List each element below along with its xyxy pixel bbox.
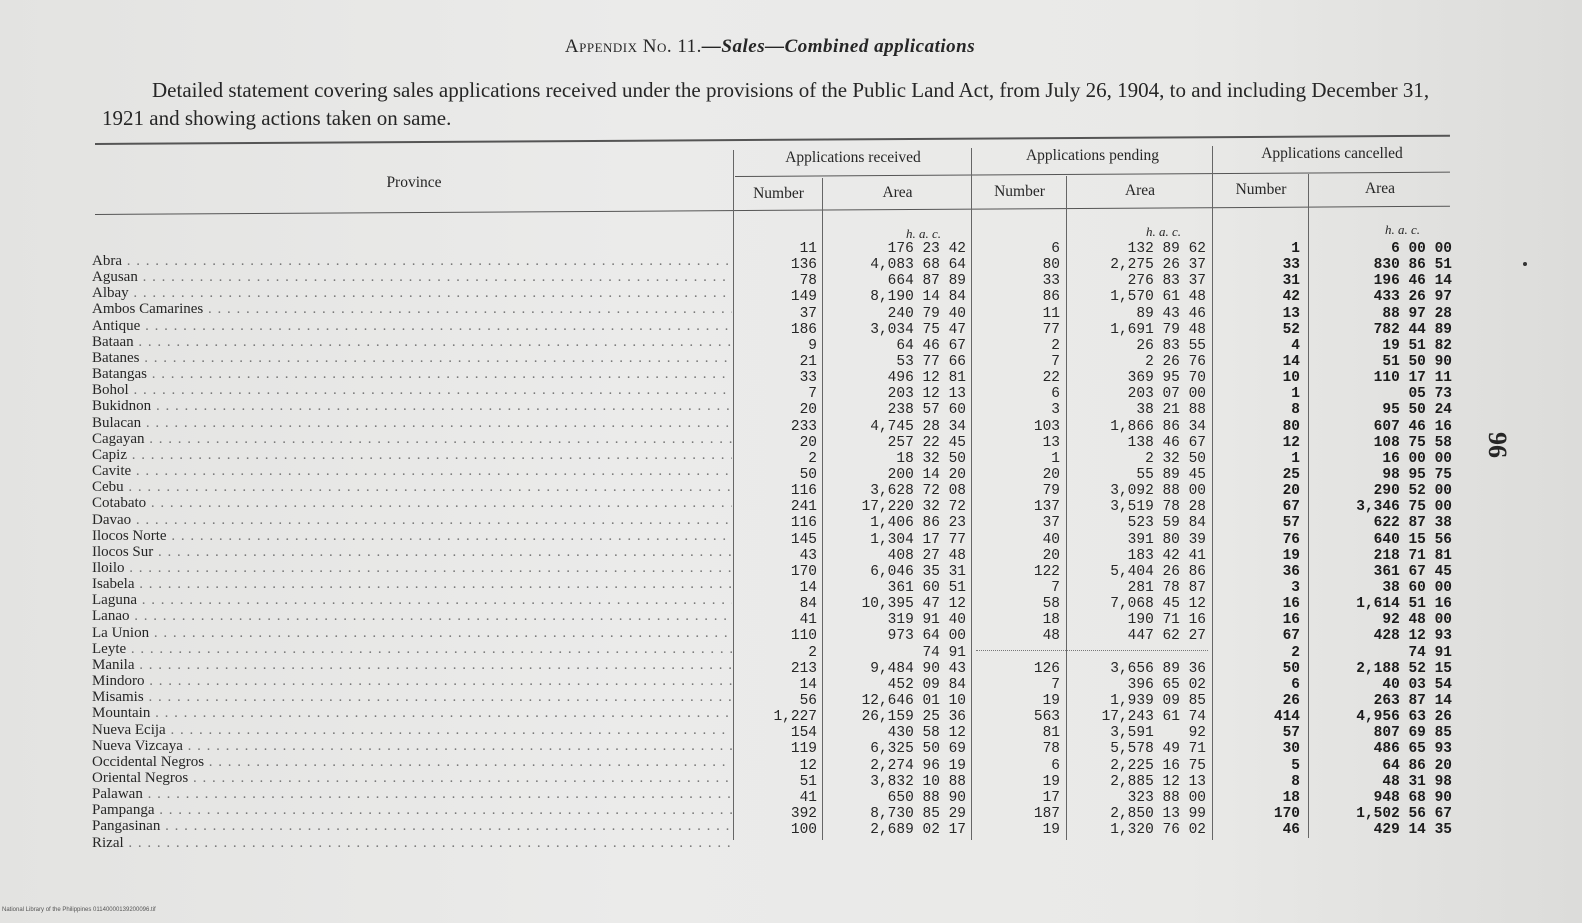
pending-number-cell: 11 — [1042, 305, 1060, 322]
province-name: Davao . . . — [92, 512, 732, 528]
pending-area-cell: 2,275 26 37 — [1110, 257, 1206, 274]
cancelled-number-cell: 3 — [1291, 579, 1300, 596]
received-area-cell: 17,220 32 72 — [861, 499, 966, 516]
province-name: Lanao . . . — [92, 608, 732, 624]
cancelled-area-cell: 607 46 16 — [1373, 418, 1452, 435]
pending-number-cell: 78 — [1042, 741, 1060, 758]
pending-number-cell: 19 — [1042, 692, 1060, 709]
received-area-cell: 12,646 01 10 — [861, 692, 966, 709]
pending-number-cell: 37 — [1042, 515, 1060, 532]
received-area-cell: 10,395 47 12 — [861, 596, 966, 613]
received-area-cell: 238 57 60 — [887, 402, 966, 419]
pending-area-column — [1072, 241, 1206, 838]
pending-area-cell: 5,404 26 86 — [1110, 563, 1206, 580]
pending-area-cell: 3,591 92 — [1110, 725, 1206, 742]
cancelled-number-column — [1218, 241, 1300, 838]
cancelled-area-cell: 290 52 00 — [1373, 483, 1452, 500]
cancelled-area-cell: 74 91 — [1408, 644, 1452, 661]
received-number-cell: 50 — [799, 466, 817, 483]
cancelled-number-cell: 12 — [1282, 434, 1300, 451]
pending-number-cell: 20 — [1042, 466, 1060, 483]
received-area-cell: 496 12 81 — [887, 370, 966, 387]
pending-number-cell: 48 — [1042, 628, 1060, 645]
province-name: Iloilo . . . — [92, 560, 732, 576]
received-area-cell: 1,406 86 23 — [870, 515, 966, 532]
divider-received-number — [822, 178, 823, 840]
received-area-unit: h. a. c. — [906, 226, 942, 241]
cancelled-number-cell: 1 — [1291, 386, 1300, 403]
received-number-cell: 84 — [799, 596, 817, 613]
pending-number-cell: 7 — [1051, 676, 1060, 693]
cancelled-area-cell: 196 46 14 — [1373, 273, 1452, 290]
received-area-cell: 408 27 48 — [887, 547, 966, 564]
pending-area-cell: 38 21 88 — [1136, 402, 1206, 419]
received-number-cell: 14 — [799, 676, 817, 693]
pending-number-cell: 563 — [1033, 709, 1060, 726]
pending-area-cell: 5,578 49 71 — [1110, 741, 1206, 758]
received-number-cell: 21 — [799, 353, 817, 370]
intro-paragraph — [102, 76, 1462, 132]
received-number-cell: 1,227 — [773, 709, 817, 726]
cancelled-area-cell: 108 75 58 — [1373, 434, 1452, 451]
cancelled-area-cell: 1,502 56 67 — [1356, 805, 1452, 822]
cancelled-number-cell: 19 — [1282, 547, 1300, 564]
cancelled-number-cell: 67 — [1282, 628, 1300, 645]
received-area-cell: 430 58 12 — [887, 725, 966, 742]
received-area-cell: 3,832 10 88 — [870, 773, 966, 790]
pending-number-cell: 80 — [1042, 257, 1060, 274]
print-speck — [1523, 262, 1527, 266]
pending-number-cell: 6 — [1051, 757, 1060, 774]
received-group-header: Applications received — [785, 149, 921, 166]
cancelled-area-cell: 6 00 00 — [1391, 241, 1452, 257]
pending-number-cell: 2 — [1051, 337, 1060, 354]
cancelled-area-cell: 429 14 35 — [1373, 822, 1452, 839]
pending-area-cell: 2 26 76 — [1145, 353, 1206, 370]
province-name: Nueva Vizcaya . . . — [92, 738, 732, 754]
received-area-cell: 1,304 17 77 — [870, 531, 966, 548]
cancelled-number-cell: 26 — [1282, 692, 1300, 709]
cancelled-number-cell: 25 — [1282, 466, 1300, 483]
cancelled-area-cell: 98 95 75 — [1382, 466, 1452, 483]
cancelled-number-cell: 8 — [1291, 773, 1300, 790]
received-area-cell: 18 32 50 — [896, 450, 966, 467]
received-number-header: Number — [753, 185, 804, 202]
received-area-cell: 203 12 13 — [887, 386, 966, 403]
cancelled-area-cell: 4,956 63 26 — [1356, 709, 1452, 726]
pending-number-cell: 1 — [1051, 450, 1060, 467]
cancelled-number-cell: 50 — [1282, 660, 1300, 677]
received-number-cell: 154 — [790, 725, 817, 742]
province-name: La Union . . . — [92, 625, 732, 641]
cancelled-group-header: Applications cancelled — [1261, 145, 1403, 162]
received-number-cell: 33 — [799, 370, 817, 387]
pending-number-cell: 187 — [1033, 805, 1060, 822]
received-area-cell: 664 87 89 — [887, 273, 966, 290]
header-bottom-rule — [95, 206, 1450, 215]
pending-area-cell: 2,885 12 13 — [1110, 773, 1206, 790]
pending-number-cell: 19 — [1042, 773, 1060, 790]
scan-footer: National Library of the Philippines 01140000139200096.tif — [2, 907, 156, 913]
received-number-cell: 56 — [799, 692, 817, 709]
cancelled-area-cell: 782 44 89 — [1373, 321, 1452, 338]
appendix-label: Appendix No. 11. — [564, 36, 702, 57]
cancelled-number-cell: 16 — [1282, 612, 1300, 629]
cancelled-number-cell: 18 — [1282, 789, 1300, 806]
pending-number-cell: 77 — [1042, 321, 1060, 338]
pending-area-cell: 3,519 78 28 — [1110, 499, 1206, 516]
pending-number-cell: 126 — [1033, 660, 1060, 677]
pending-area-cell: 396 65 02 — [1127, 676, 1206, 693]
pending-number-cell: 81 — [1042, 725, 1060, 742]
cancelled-number-cell: 5 — [1291, 757, 1300, 774]
received-area-cell: 200 14 20 — [887, 466, 966, 483]
received-number-cell: 119 — [790, 741, 817, 758]
pending-area-cell: 276 83 37 — [1127, 273, 1206, 290]
cancelled-area-cell: 361 67 45 — [1373, 563, 1452, 580]
received-number-cell: 11 — [799, 241, 817, 257]
cancelled-number-cell: 6 — [1291, 676, 1300, 693]
appendix-subtitle: —Sales—Combined applications — [701, 36, 976, 57]
received-number-cell: 20 — [799, 434, 817, 451]
cancelled-area-cell: 51 50 90 — [1382, 353, 1452, 370]
pending-area-cell: 17,243 61 74 — [1101, 709, 1206, 726]
received-area-cell: 74 91 — [922, 644, 966, 661]
cancelled-area-cell: 16 00 00 — [1382, 450, 1452, 467]
province-name: Ilocos Sur . . . — [92, 544, 732, 560]
divider-pending-number — [1066, 176, 1067, 840]
pending-number-column — [978, 241, 1060, 838]
cancelled-area-cell: 218 71 81 — [1373, 547, 1452, 564]
received-area-cell: 973 64 00 — [887, 628, 966, 645]
pending-number-cell: 6 — [1051, 241, 1060, 257]
province-name: Misamis . . . — [92, 689, 732, 705]
received-number-cell: 241 — [790, 499, 817, 516]
received-area-cell: 53 77 66 — [896, 353, 966, 370]
cancelled-number-cell: 57 — [1282, 515, 1300, 532]
pending-number-cell: 22 — [1042, 370, 1060, 387]
pending-area-header: Area — [1124, 182, 1156, 199]
cancelled-number-cell: 2 — [1291, 644, 1300, 661]
cancelled-area-cell: 263 87 14 — [1373, 692, 1452, 709]
received-area-column — [830, 241, 966, 838]
divider-province — [733, 150, 734, 840]
received-area-cell: 9,484 90 43 — [870, 660, 966, 677]
received-number-cell: 110 — [790, 628, 817, 645]
received-number-cell: 43 — [799, 547, 817, 564]
cancelled-area-cell: 19 51 82 — [1382, 337, 1452, 354]
pending-number-cell: 7 — [1051, 579, 1060, 596]
pending-area-cell: 1,866 86 34 — [1110, 418, 1206, 435]
cancelled-number-cell: 80 — [1282, 418, 1300, 435]
received-area-cell: 26,159 25 36 — [861, 709, 966, 726]
cancelled-area-cell: 64 86 20 — [1382, 757, 1452, 774]
province-name: Cotabato . . . — [92, 495, 732, 511]
pending-number-cell: 17 — [1042, 789, 1060, 806]
received-area-cell: 650 88 90 — [887, 789, 966, 806]
divider-cancelled-number — [1308, 174, 1309, 838]
pending-number-cell: 19 — [1042, 822, 1060, 839]
pending-area-cell: 183 42 41 — [1127, 547, 1206, 564]
pending-area-cell: 447 62 27 — [1127, 628, 1206, 645]
province-name: Ambos Camarines . . . — [92, 301, 732, 317]
cancelled-number-cell: 33 — [1282, 257, 1300, 274]
pending-area-cell: 2 32 50 — [1145, 450, 1206, 467]
pending-area-cell: 2,225 16 75 — [1110, 757, 1206, 774]
province-name: Cebu . . . — [92, 479, 732, 495]
province-name: Pampanga . . . — [92, 802, 732, 818]
received-area-cell: 4,745 28 34 — [870, 418, 966, 435]
cancelled-number-cell: 52 — [1282, 321, 1300, 338]
cancelled-number-cell: 42 — [1282, 289, 1300, 306]
province-name: Bohol . . . — [92, 382, 732, 398]
cancelled-number-cell: 8 — [1291, 402, 1300, 419]
province-name: Batangas . . . — [92, 366, 732, 382]
pending-number-header: Number — [994, 183, 1045, 200]
pending-number-cell: 122 — [1033, 563, 1060, 580]
cancelled-area-cell: 38 60 00 — [1382, 579, 1452, 596]
received-area-cell: 176 23 42 — [887, 241, 966, 257]
cancelled-number-cell: 1 — [1291, 241, 1300, 257]
cancelled-number-cell: 57 — [1282, 725, 1300, 742]
cancelled-number-cell: 4 — [1291, 337, 1300, 354]
received-number-cell: 41 — [799, 612, 817, 629]
pending-area-cell: 2,850 13 99 — [1110, 805, 1206, 822]
received-area-cell: 8,190 14 84 — [870, 289, 966, 306]
province-name: Nueva Ecija . . . — [92, 722, 732, 738]
cancelled-area-cell: 40 03 54 — [1382, 676, 1452, 693]
cancelled-area-cell: 95 50 24 — [1382, 402, 1452, 419]
received-number-cell: 41 — [799, 789, 817, 806]
received-number-cell: 145 — [790, 531, 817, 548]
received-number-cell: 170 — [790, 563, 817, 580]
cancelled-area-cell: 3,346 75 00 — [1356, 499, 1452, 516]
pending-area-cell: 323 88 00 — [1127, 789, 1206, 806]
cancelled-number-cell: 20 — [1282, 483, 1300, 500]
cancelled-number-cell: 16 — [1282, 596, 1300, 613]
cancelled-number-cell: 13 — [1282, 305, 1300, 322]
cancelled-number-cell: 1 — [1291, 450, 1300, 467]
cancelled-number-cell: 30 — [1282, 741, 1300, 758]
pending-number-cell: 18 — [1042, 612, 1060, 629]
received-area-cell: 361 60 51 — [887, 579, 966, 596]
pending-number-cell: 3 — [1051, 402, 1060, 419]
province-name: Pangasinan . . . — [92, 818, 732, 834]
cancelled-area-cell: 428 12 93 — [1373, 628, 1452, 645]
province-name: Rizal . . . — [92, 835, 732, 851]
cancelled-area-column — [1314, 241, 1452, 838]
received-number-column — [740, 241, 817, 838]
received-area-cell: 240 79 40 — [887, 305, 966, 322]
received-number-cell: 100 — [790, 822, 817, 839]
received-area-cell: 257 22 45 — [887, 434, 966, 451]
cancelled-number-cell: 10 — [1282, 370, 1300, 387]
pending-area-cell: 7,068 45 12 — [1110, 596, 1206, 613]
received-area-cell: 8,730 85 29 — [870, 805, 966, 822]
cancelled-number-cell: 170 — [1273, 805, 1300, 822]
pending-number-cell: 86 — [1042, 289, 1060, 306]
cancelled-number-cell: 414 — [1273, 709, 1300, 726]
cancelled-number-cell: 36 — [1282, 563, 1300, 580]
pending-number-cell: 137 — [1033, 499, 1060, 516]
pending-area-cell: 190 71 16 — [1127, 612, 1206, 629]
cancelled-number-cell: 67 — [1282, 499, 1300, 516]
province-name: Batanes . . . — [92, 350, 732, 366]
cancelled-area-cell: 1,614 51 16 — [1356, 596, 1452, 613]
appendix-heading — [0, 36, 1540, 58]
group-rule — [735, 172, 1450, 177]
received-number-cell: 149 — [790, 289, 817, 306]
province-name: Abra . . . — [92, 253, 732, 269]
pending-area-cell: 132 89 62 — [1127, 241, 1206, 257]
cancelled-area-cell: 05 73 — [1408, 386, 1452, 403]
received-number-cell: 186 — [790, 321, 817, 338]
cancelled-number-cell: 31 — [1282, 273, 1300, 290]
page-number: 96 — [1483, 432, 1512, 458]
received-area-cell: 3,628 72 08 — [870, 483, 966, 500]
cancelled-area-cell: 948 68 90 — [1373, 789, 1452, 806]
received-number-cell: 37 — [799, 305, 817, 322]
pending-area-cell: 369 95 70 — [1127, 370, 1206, 387]
province-name: Bataan . . . — [92, 334, 732, 350]
province-name: Capiz . . . — [92, 447, 732, 463]
pending-number-cell: 58 — [1042, 596, 1060, 613]
pending-area-cell: 203 07 00 — [1127, 386, 1206, 403]
received-area-cell: 452 09 84 — [887, 676, 966, 693]
cancelled-area-cell: 110 17 11 — [1373, 370, 1452, 387]
pending-area-cell: 55 89 45 — [1136, 466, 1206, 483]
received-area-header: Area — [882, 184, 913, 201]
intro-text: Detailed statement covering sales applications received under the provisions of the Public Land Act, from July 26, 1904, to and including December 31, 1921 and showing actions taken on same. — [102, 78, 1430, 130]
cancelled-area-cell: 830 86 51 — [1373, 257, 1452, 274]
cancelled-area-cell: 88 97 28 — [1382, 305, 1452, 322]
province-name: Palawan . . . — [92, 786, 732, 802]
received-area-cell: 2,274 96 19 — [870, 757, 966, 774]
pending-area-cell: 523 59 84 — [1127, 515, 1206, 532]
cancelled-area-cell: 807 69 85 — [1373, 725, 1452, 742]
pending-area-cell: 89 43 46 — [1136, 305, 1206, 322]
province-name: Agusan . . . — [92, 269, 732, 285]
cancelled-area-unit: h. a. c. — [1385, 222, 1421, 237]
cancelled-area-cell: 486 65 93 — [1373, 741, 1452, 758]
pending-group-header: Applications pending — [1025, 147, 1160, 164]
province-name: Cagayan . . . — [92, 431, 732, 447]
province-name: Cavite . . . — [92, 463, 732, 479]
pending-number-cell: 79 — [1042, 483, 1060, 500]
divider-received — [971, 148, 972, 840]
province-name: Laguna . . . — [92, 592, 732, 608]
cancelled-area-cell: 433 26 97 — [1373, 289, 1452, 306]
province-name: Occidental Negros . . . — [92, 754, 732, 770]
cancelled-area-cell: 2,188 52 15 — [1356, 660, 1452, 677]
received-area-cell: 3,034 75 47 — [870, 321, 966, 338]
received-area-cell: 64 46 67 — [896, 337, 966, 354]
province-name: Bulacan . . . — [92, 415, 732, 431]
received-number-cell: 2 — [808, 450, 817, 467]
received-number-cell: 51 — [799, 773, 817, 790]
province-name: Leyte . . . — [92, 641, 732, 657]
cancelled-area-cell: 92 48 00 — [1382, 612, 1452, 629]
pending-area-cell: 138 46 67 — [1127, 434, 1206, 451]
province-name: Mountain . . . — [92, 705, 732, 721]
pending-number-cell: 103 — [1033, 418, 1060, 435]
cancelled-area-header: Area — [1364, 180, 1396, 197]
received-area-cell: 6,046 35 31 — [870, 563, 966, 580]
pending-area-cell: 3,656 89 36 — [1110, 660, 1206, 677]
pending-area-cell: 281 78 87 — [1127, 579, 1206, 596]
province-name: Antique . . . — [92, 318, 732, 334]
received-number-cell: 9 — [808, 337, 817, 354]
pending-area-cell: 391 80 39 — [1127, 531, 1206, 548]
received-number-cell: 12 — [799, 757, 817, 774]
received-area-cell: 319 91 40 — [887, 612, 966, 629]
province-name: Albay . . . — [92, 285, 732, 301]
province-name: Ilocos Norte . . . — [92, 528, 732, 544]
cancelled-number-cell: 76 — [1282, 531, 1300, 548]
province-name: Bukidnon . . . — [92, 398, 732, 414]
received-number-cell: 136 — [790, 257, 817, 274]
received-number-cell: 392 — [790, 805, 817, 822]
pending-area-cell: 1,320 76 02 — [1110, 822, 1206, 839]
received-number-cell: 116 — [790, 515, 817, 532]
cancelled-number-cell: 14 — [1282, 353, 1300, 370]
pending-area-cell: 26 83 55 — [1136, 337, 1206, 354]
received-number-cell: 116 — [790, 483, 817, 500]
province-name: Manila . . . — [92, 657, 732, 673]
received-area-cell: 4,083 68 64 — [870, 257, 966, 274]
pending-area-cell: 1,691 79 48 — [1110, 321, 1206, 338]
cancelled-area-cell: 48 31 98 — [1382, 773, 1452, 790]
received-number-cell: 20 — [799, 402, 817, 419]
pending-number-cell: 40 — [1042, 531, 1060, 548]
pending-area-cell: 1,570 61 48 — [1110, 289, 1206, 306]
received-number-cell: 2 — [808, 644, 817, 661]
cancelled-area-cell: 640 15 56 — [1373, 531, 1452, 548]
province-name: Mindoro . . . — [92, 673, 732, 689]
pending-number-cell: 20 — [1042, 547, 1060, 564]
province-name: Oriental Negros . . . — [92, 770, 732, 786]
pending-area-cell: 1,939 09 85 — [1110, 692, 1206, 709]
divider-pending — [1212, 146, 1213, 840]
pending-number-cell: 7 — [1051, 353, 1060, 370]
received-number-cell: 14 — [799, 579, 817, 596]
cancelled-number-header: Number — [1235, 181, 1287, 198]
pending-area-unit: h. a. c. — [1146, 224, 1182, 239]
received-area-cell: 6,325 50 69 — [870, 741, 966, 758]
pending-area-cell — [1072, 645, 1206, 661]
pending-area-cell: 3,092 88 00 — [1110, 483, 1206, 500]
province-name: Isabela . . . — [92, 576, 732, 592]
pending-number-cell: 13 — [1042, 434, 1060, 451]
pending-number-cell: 33 — [1042, 273, 1060, 290]
received-area-cell: 2,689 02 17 — [870, 822, 966, 839]
received-number-cell: 233 — [790, 418, 817, 435]
cancelled-area-cell: 622 87 38 — [1373, 515, 1452, 532]
province-header: Province — [386, 174, 442, 191]
received-number-cell: 213 — [790, 660, 817, 677]
received-number-cell: 78 — [799, 273, 817, 290]
table-top-rule — [95, 135, 1450, 145]
cancelled-number-cell: 46 — [1282, 822, 1300, 839]
pending-number-cell: 6 — [1051, 386, 1060, 403]
province-list — [92, 253, 732, 851]
pending-number-cell — [978, 645, 1060, 661]
received-number-cell: 7 — [808, 386, 817, 403]
